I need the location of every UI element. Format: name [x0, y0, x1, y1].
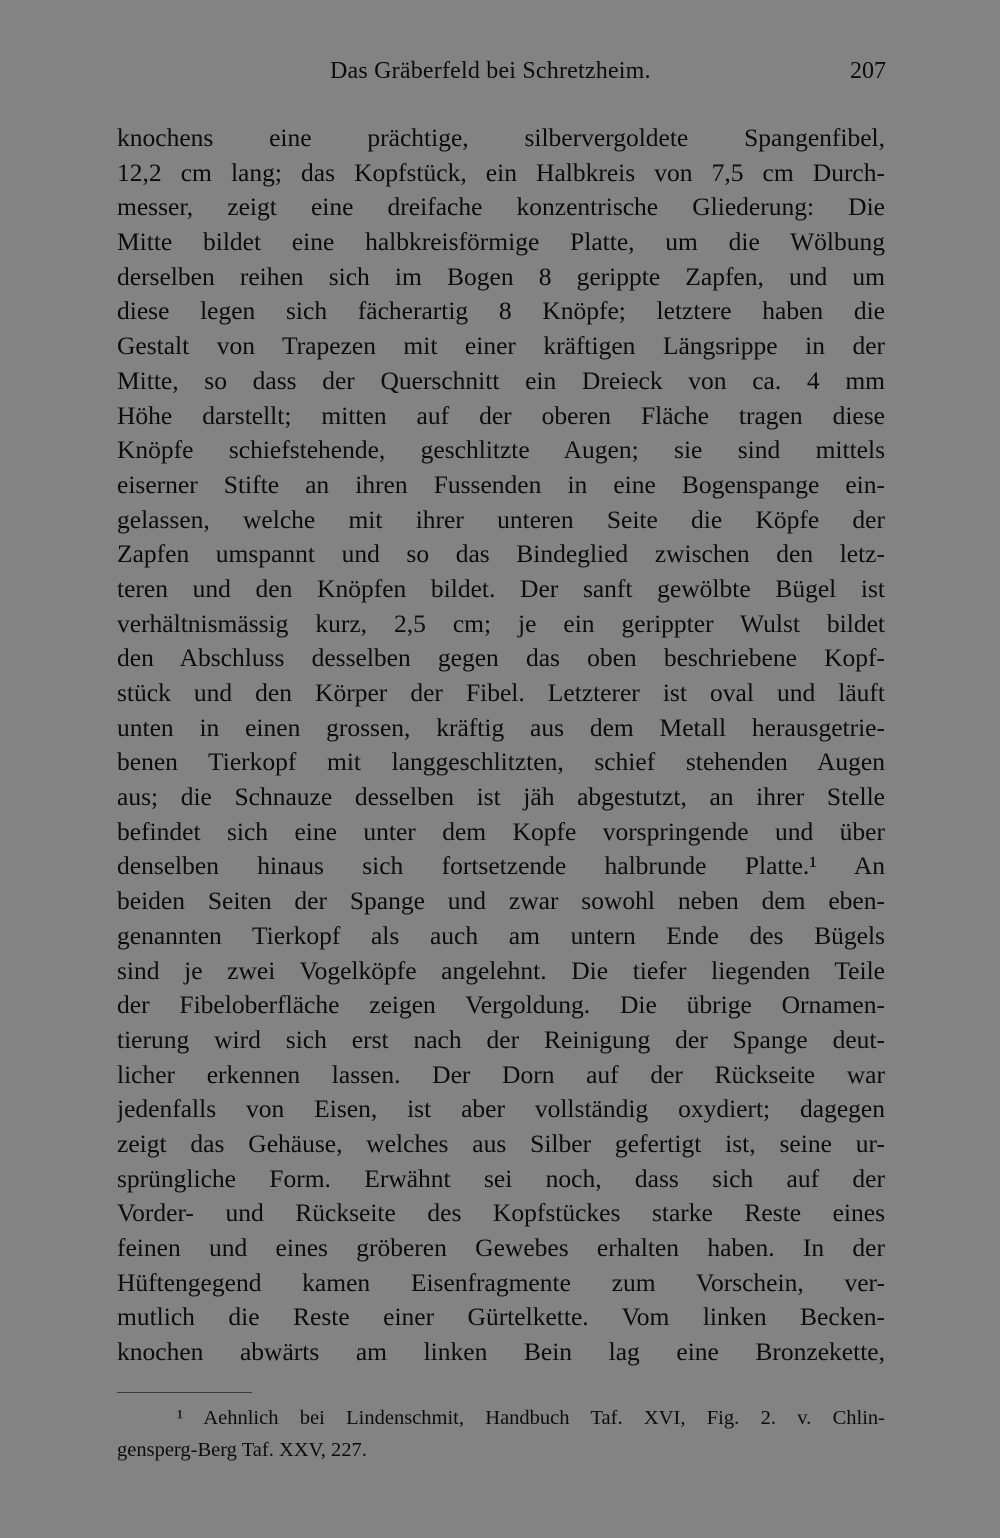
text-line: derselben reihen sich im Bogen 8 gerippte Zapfen, und um	[117, 261, 885, 291]
text-line: Höhe darstellt; mitten auf der oberen Fläche tragen diese	[117, 400, 885, 430]
body-text	[117, 121, 885, 1370]
text-line: feinen und eines gröberen Gewebes erhalten haben. In der	[117, 1233, 885, 1262]
text-line: licher erkennen lassen. Der Dorn auf der Rückseite war	[117, 1059, 885, 1089]
text-line: genannten Tierkopf als auch am untern Ende des Bügels	[117, 920, 885, 950]
text-line: befindet sich eine unter dem Kopfe vorspringende und über	[117, 816, 885, 846]
page-number: 207	[850, 58, 886, 84]
text-line: Mitte, so dass der Querschnitt ein Dreieck von ca. 4 mm	[117, 365, 885, 395]
text-line: den Abschluss desselben gegen das oben beschriebene Kopf-	[117, 643, 885, 673]
text-line: denselben hinaus sich fortsetzende halbrunde Platte.¹ An	[117, 851, 885, 881]
text-line: knochen abwärts am linken Bein lag eine Bronzekette,	[117, 1337, 885, 1367]
text-line: Knöpfe schiefstehende, geschlitzte Augen; sie sind mittels	[117, 435, 885, 465]
text-line: zeigt das Gehäuse, welches aus Silber gefertigt ist, seine ur-	[117, 1128, 885, 1158]
footnote-line: gensperg-Berg Taf. XXV, 227.	[117, 1439, 367, 1461]
footnote-separator	[117, 1392, 252, 1393]
text-line: Vorder- und Rückseite des Kopfstückes starke Reste eines	[117, 1198, 885, 1228]
text-line: sind je zwei Vogelköpfe angelehnt. Die tiefer liegenden Teile	[117, 955, 885, 985]
footnote-1: ¹ Aehnlich bei Lindenschmit, Handbuch Taf. XVI, Fig. 2. v. Chlin-	[177, 1407, 885, 1429]
text-line: Mitte bildet eine halbkreisförmige Platte, um die Wölbung	[117, 227, 885, 257]
text-line: Hüftengegend kamen Eisenfragmente zum Vorschein, ver-	[117, 1267, 885, 1297]
text-line: mutlich die Reste einer Gürtelkette. Vom linken Becken-	[117, 1302, 885, 1332]
text-line: messer, zeigt eine dreifache konzentrische Gliederung: Die	[117, 192, 885, 222]
text-line: Gestalt von Trapezen mit einer kräftigen Längsrippe in der	[117, 331, 885, 361]
text-line: unten in einen grossen, kräftig aus dem Metall herausgetrie-	[117, 712, 885, 742]
text-line: tierung wird sich erst nach der Reinigung der Spange deut-	[117, 1024, 885, 1054]
text-line: knochens eine prächtige, silbervergoldete Spangenfibel,	[117, 123, 885, 152]
text-line: verhältnismässig kurz, 2,5 cm; je ein gerippter Wulst bildet	[117, 608, 885, 638]
running-title: Das Gräberfeld bei Schretzheim.	[330, 58, 651, 84]
text-line: gelassen, welche mit ihrer unteren Seite die Köpfe der	[117, 504, 885, 534]
text-line: eiserner Stifte an ihren Fussenden in eine Bogenspange ein-	[117, 469, 885, 499]
text-line: sprüngliche Form. Erwähnt sei noch, dass sich auf der	[117, 1163, 885, 1193]
text-line: diese legen sich fächerartig 8 Knöpfe; letztere haben die	[117, 296, 885, 326]
text-line: benen Tierkopf mit langgeschlitzten, schief stehenden Augen	[117, 747, 885, 777]
text-line: beiden Seiten der Spange und zwar sowohl neben dem eben-	[117, 886, 885, 916]
text-line: jedenfalls von Eisen, ist aber vollständig oxydiert; dagegen	[117, 1094, 885, 1124]
text-line: der Fibeloberfläche zeigen Vergoldung. Die übrige Ornamen-	[117, 990, 885, 1020]
running-head	[330, 58, 886, 98]
text-line: aus; die Schnauze desselben ist jäh abgestutzt, an ihrer Stelle	[117, 782, 885, 812]
footnotes	[117, 1402, 885, 1466]
text-line: Zapfen umspannt und so das Bindeglied zwischen den letz-	[117, 539, 885, 569]
text-line: teren und den Knöpfen bildet. Der sanft gewölbte Bügel ist	[117, 573, 885, 603]
text-line: stück und den Körper der Fibel. Letzterer ist oval und läuft	[117, 678, 885, 707]
text-line: 12,2 cm lang; das Kopfstück, ein Halbkreis von 7,5 cm Durch-	[117, 157, 885, 187]
